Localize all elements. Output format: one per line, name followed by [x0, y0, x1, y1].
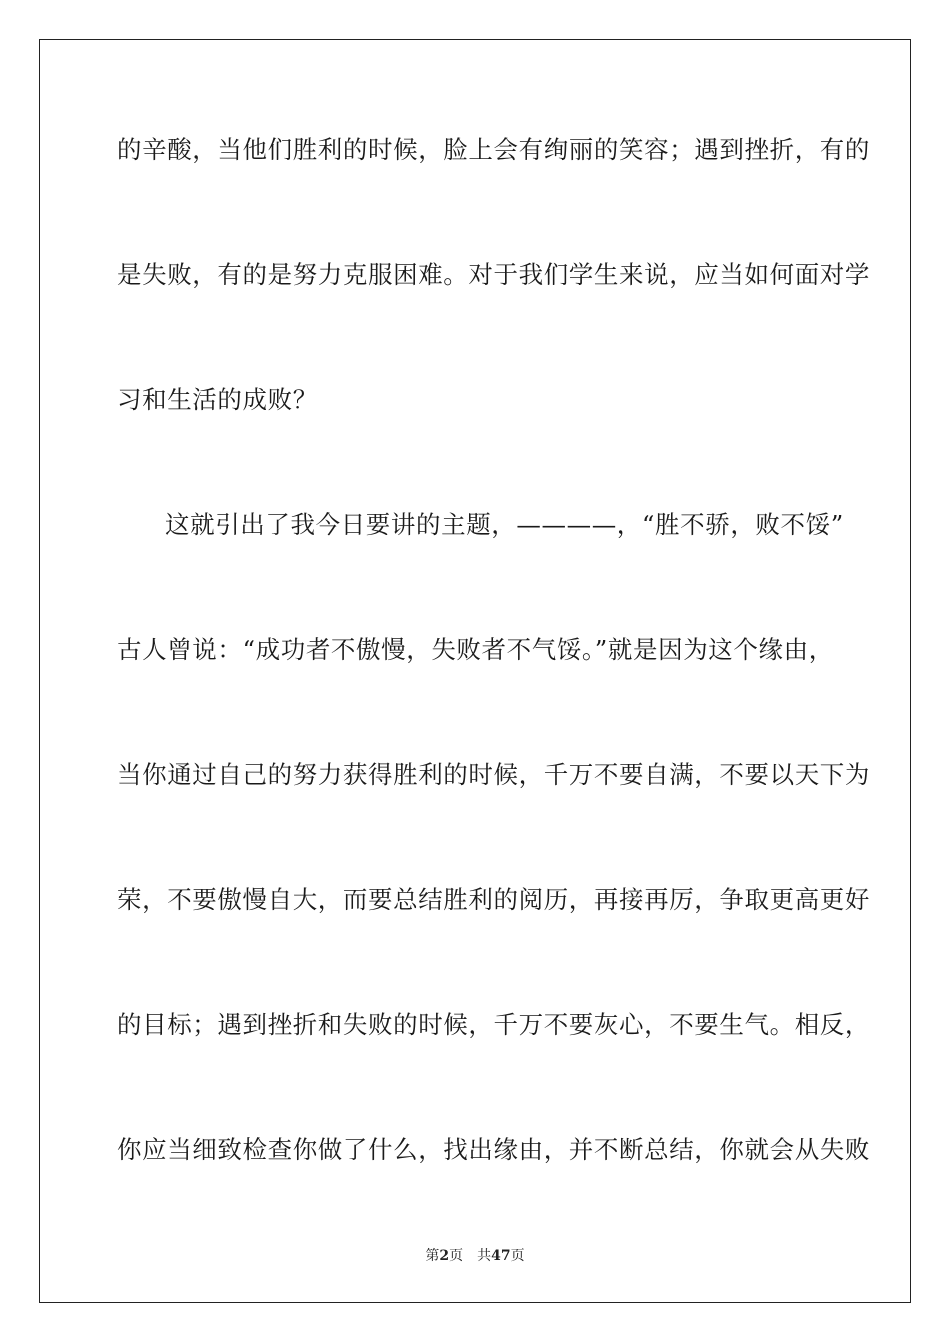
text-line: 习和生活的成败？	[117, 385, 318, 414]
page-footer	[0, 1246, 950, 1266]
text-line: 古人曾说：“成功者不傲慢，失败者不气馁。”就是因为这个缘由，	[117, 635, 834, 664]
text-line: 当你通过自己的努力获得胜利的时候，千万不要自满，不要以天下为	[117, 760, 870, 789]
total-prefix: 共	[477, 1248, 492, 1264]
text-line: 的目标；遇到挫折和失败的时候，千万不要灰心，不要生气。相反，	[117, 1010, 870, 1039]
text-line: 你应当细致检查你做了什么，找出缘由，并不断总结，你就会从失败	[117, 1135, 870, 1164]
text-line: 的辛酸，当他们胜利的时候，脸上会有绚丽的笑容；遇到挫折，有的	[117, 135, 870, 164]
total-pages: 47	[491, 1248, 511, 1264]
text-line: 荣，不要傲慢自大，而要总结胜利的阅历，再接再厉，争取更高更好	[117, 885, 870, 914]
page-number: 2	[439, 1248, 450, 1264]
page-border	[39, 39, 911, 1303]
total-suffix: 页	[510, 1248, 525, 1264]
page-suffix: 页	[449, 1248, 464, 1264]
text-line: 是失败，有的是努力克服困难。对于我们学生来说，应当如何面对学	[117, 260, 870, 289]
paragraph-first-line: 这就引出了我今日要讲的主题，————，“胜不骄，败不馁”	[165, 510, 844, 539]
page-prefix: 第	[425, 1248, 440, 1264]
